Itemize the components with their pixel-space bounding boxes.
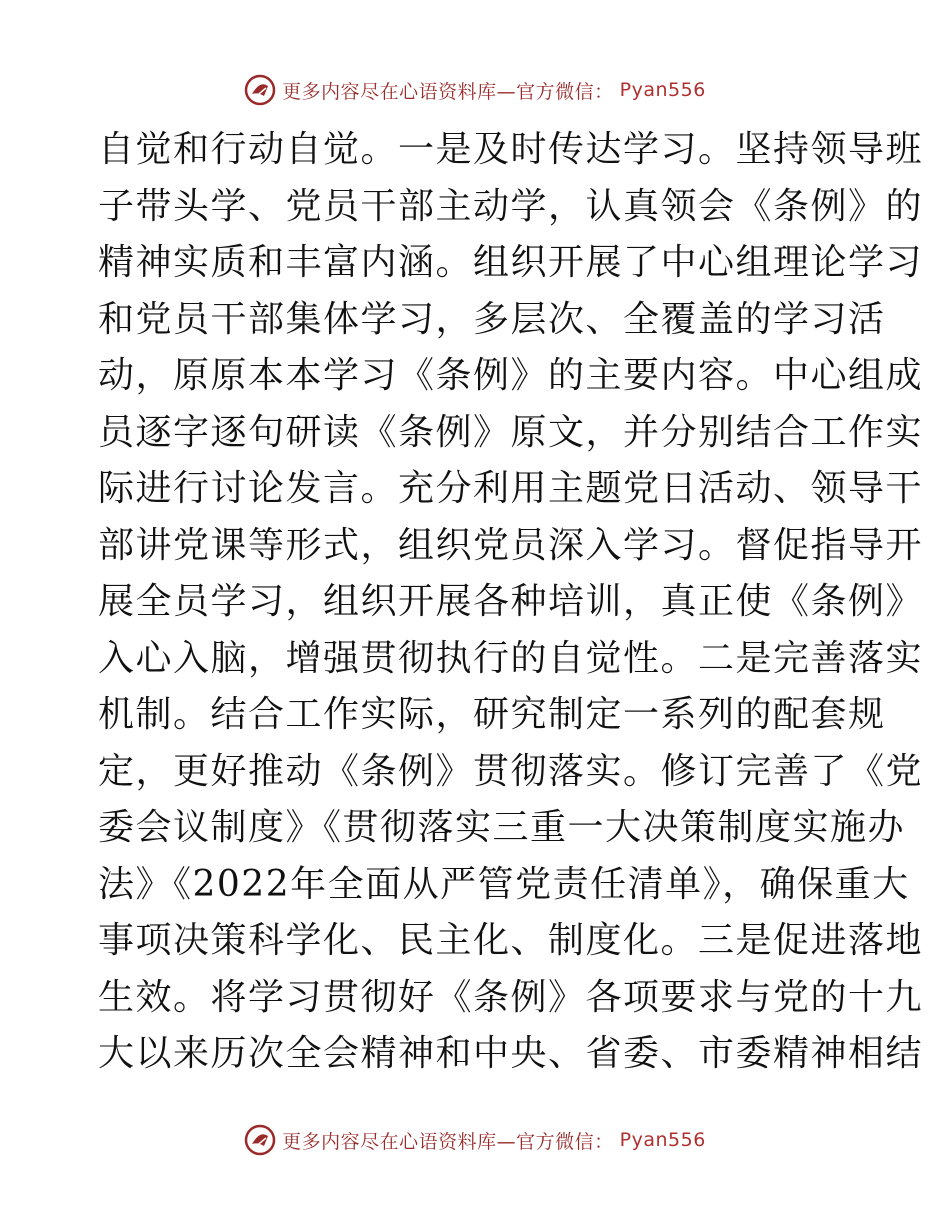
body-line: 员逐字逐句研读《条例》原文，并分别结合工作实	[98, 411, 924, 453]
body-line: 机制。结合工作实际，研究制定一系列的配套规	[98, 694, 886, 735]
body-line: 生效。将学习贯彻好《条例》各项要求与党的十九	[98, 976, 924, 1018]
body-line: 入心入脑，增强贯彻执行的自觉性。二是完善落实	[98, 637, 924, 679]
document-body	[98, 122, 924, 1083]
header-watermark	[0, 70, 950, 110]
body-line: 动，原原本本学习《条例》的主要内容。中心组成	[98, 355, 924, 396]
book-logo-icon	[244, 1124, 276, 1156]
body-line: 委会议制度》《贯彻落实三重一大决策制度实施办	[98, 807, 906, 848]
body-line: 际进行讨论发言。充分利用主题党日活动、领导干	[98, 468, 924, 509]
watermark-text: 更多内容尽在心语资料库—官方微信：	[282, 1130, 614, 1153]
watermark-account: Pyan556	[619, 79, 706, 101]
body-line: 部讲党课等形式，组织党员深入学习。督促指导开	[98, 524, 924, 566]
body-line: 事项决策科学化、民主化、制度化。三是促进落地	[98, 920, 924, 961]
body-line: 子带头学、党员干部主动学，认真领会《条例》的	[98, 185, 924, 227]
footer-watermark	[0, 1120, 950, 1160]
body-line: 和党员干部集体学习，多层次、全覆盖的学习活	[98, 298, 886, 340]
body-line: 法》《2022年全面从严管党责任清单》，确保重大	[98, 863, 910, 905]
watermark-account: Pyan556	[619, 1129, 706, 1151]
body-line: 大以来历次全会精神和中央、省委、市委精神相结	[98, 1033, 924, 1074]
book-logo-icon	[244, 74, 276, 106]
body-line: 定，更好推动《条例》贯彻落实。修订完善了《党	[98, 750, 924, 792]
body-line: 自觉和行动自觉。一是及时传达学习。坚持领导班	[98, 129, 924, 170]
body-line: 精神实质和丰富内涵。组织开展了中心组理论学习	[98, 242, 924, 283]
body-line: 展全员学习，组织开展各种培训，真正使《条例》	[98, 581, 924, 622]
watermark-text: 更多内容尽在心语资料库—官方微信：	[282, 80, 614, 103]
